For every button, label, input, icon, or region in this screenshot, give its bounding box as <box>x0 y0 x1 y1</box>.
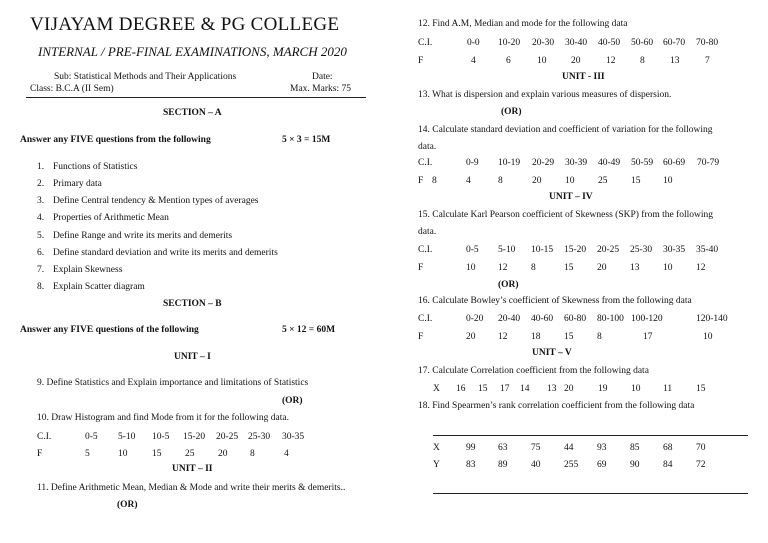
question-14: 14. Calculate standard deviation and coefficient of variation for the following <box>418 125 713 135</box>
table-top-rule <box>433 435 748 436</box>
question-text: Primary data <box>53 179 102 189</box>
question-number: 1. <box>37 162 45 172</box>
or-label: (OR) <box>117 500 138 510</box>
table-cell: 20-29 <box>532 158 555 168</box>
question-number: 3. <box>37 196 45 206</box>
table-cell: 12 <box>498 263 508 273</box>
table-cell: 75 <box>531 443 541 453</box>
class-line: Class: B.C.A (II Sem) <box>30 84 114 94</box>
table-cell: 15 <box>631 176 641 186</box>
table-cell: 10-19 <box>498 158 521 168</box>
table-cell: 20 <box>532 176 542 186</box>
table-cell: 40-50 <box>598 38 621 48</box>
table-label: C.I. <box>37 432 52 442</box>
table-cell: 93 <box>597 443 607 453</box>
table-label: Y <box>433 460 440 470</box>
or-label: (OR) <box>501 107 522 117</box>
table-cell: 10 <box>663 176 673 186</box>
table-cell: 8 <box>250 449 255 459</box>
table-cell: 10 <box>565 176 575 186</box>
table-cell: 8 <box>432 176 437 186</box>
table-label: F <box>418 56 424 66</box>
table-cell: 0-5 <box>85 432 98 442</box>
table-cell: 20-25 <box>597 245 620 255</box>
question-text: Explain Skewness <box>53 265 123 275</box>
table-cell: 17 <box>500 384 510 394</box>
table-cell: 69 <box>597 460 607 470</box>
table-cell: 12 <box>606 56 616 66</box>
table-cell: 8 <box>531 263 536 273</box>
question-15: 15. Calculate Karl Pearson coefficient of Skewness (SKP) from the following <box>418 210 714 220</box>
table-cell: 11 <box>663 384 673 394</box>
question-text: Explain Scatter diagram <box>53 282 145 292</box>
table-cell: 70-79 <box>697 158 720 168</box>
table-cell: 60-80 <box>564 314 587 324</box>
table-cell: 10-15 <box>531 245 554 255</box>
table-cell: 4 <box>471 56 476 66</box>
question-13: 13. What is dispersion and explain various measures of dispersion. <box>418 90 672 100</box>
table-label: C.I. <box>418 245 433 255</box>
table-cell: 40-49 <box>598 158 621 168</box>
table-cell: 10 <box>118 449 128 459</box>
table-cell: 19 <box>598 384 608 394</box>
table-cell: 10 <box>631 384 641 394</box>
table-cell: 20-30 <box>532 38 555 48</box>
table-cell: 8 <box>640 56 645 66</box>
table-cell: 85 <box>630 443 640 453</box>
table-label: F <box>418 263 424 273</box>
unit-heading: UNIT – II <box>172 464 213 474</box>
section-a-title: SECTION – A <box>163 108 222 118</box>
table-cell: 10 <box>537 56 547 66</box>
table-label: C.I. <box>418 158 433 168</box>
question-number: 8. <box>37 282 45 292</box>
unit-heading: UNIT – IV <box>549 192 593 202</box>
table-cell: 50-60 <box>631 38 654 48</box>
question-16: 16. Calculate Bowley’s coefficient of Skewness from the following data <box>418 296 692 306</box>
subject-line: Sub: Statistical Methods and Their Applications <box>54 72 237 82</box>
section-b-marks: 5 × 12 = 60M <box>282 325 336 335</box>
question-11: 11. Define Arithmetic Mean, Median & Mode and write their merits & demerits.. <box>37 483 346 493</box>
table-cell: 25-30 <box>248 432 271 442</box>
table-cell: 4 <box>466 176 471 186</box>
table-cell: 14 <box>520 384 530 394</box>
table-cell: 15 <box>152 449 162 459</box>
table-cell: 10-20 <box>498 38 521 48</box>
question-number: 2. <box>37 179 45 189</box>
table-cell: 30-40 <box>565 38 588 48</box>
table-cell: 99 <box>466 443 476 453</box>
table-cell: 16 <box>456 384 466 394</box>
exam-title: INTERNAL / PRE-FINAL EXAMINATIONS, MARCH 2020 <box>38 44 347 59</box>
table-cell: 120-140 <box>696 314 728 324</box>
table-cell: 68 <box>663 443 673 453</box>
table-cell: 0-9 <box>466 158 479 168</box>
table-cell: 70-80 <box>696 38 719 48</box>
table-cell: 20 <box>597 263 607 273</box>
table-cell: 15 <box>478 384 488 394</box>
table-cell: 30-39 <box>565 158 588 168</box>
table-cell: 10 <box>703 332 713 342</box>
table-cell: 70 <box>696 443 706 453</box>
question-18: 18. Find Spearmen’s rank correlation coefficient from the following data <box>418 401 695 411</box>
section-a-instruction: Answer any FIVE questions from the following <box>20 135 211 145</box>
table-cell: 15-20 <box>564 245 587 255</box>
table-cell: 17 <box>643 332 653 342</box>
table-cell: 80-100 <box>597 314 624 324</box>
table-cell: 20 <box>466 332 476 342</box>
table-cell: 40-60 <box>531 314 554 324</box>
unit-heading: UNIT – V <box>532 348 572 358</box>
table-cell: 60-69 <box>663 158 686 168</box>
table-cell: 83 <box>466 460 476 470</box>
question-15-cont: data. <box>418 227 437 237</box>
table-cell: 25 <box>598 176 608 186</box>
table-cell: 12 <box>696 263 706 273</box>
table-cell: 20-40 <box>498 314 521 324</box>
table-cell: 50-59 <box>631 158 654 168</box>
table-cell: 25-30 <box>630 245 653 255</box>
table-cell: 20 <box>564 384 574 394</box>
table-label: F <box>418 332 424 342</box>
table-cell: 20 <box>571 56 581 66</box>
table-cell: 35-40 <box>696 245 719 255</box>
table-cell: 89 <box>498 460 508 470</box>
table-cell: 8 <box>597 332 602 342</box>
table-cell: 10 <box>663 263 673 273</box>
max-marks: Max. Marks: 75 <box>290 84 351 94</box>
table-cell: 12 <box>498 332 508 342</box>
question-17: 17. Calculate Correlation coefficient from the following data <box>418 366 649 376</box>
table-cell: 15 <box>696 384 706 394</box>
question-12: 12. Find A.M, Median and mode for the following data <box>418 19 628 29</box>
table-cell: 0-5 <box>466 245 479 255</box>
unit-heading: UNIT - III <box>562 72 605 82</box>
question-number: 7. <box>37 265 45 275</box>
table-cell: 60-70 <box>663 38 686 48</box>
question-text: Functions of Statistics <box>53 162 138 172</box>
table-cell: 13 <box>547 384 557 394</box>
table-label: X <box>433 384 440 394</box>
question-text: Properties of Arithmetic Mean <box>53 213 169 223</box>
unit-heading: UNIT – I <box>174 352 211 362</box>
table-cell: 30-35 <box>282 432 305 442</box>
question-9: 9. Define Statistics and Explain importance and limitations of Statistics <box>37 378 309 388</box>
table-cell: 13 <box>670 56 680 66</box>
table-cell: 5-10 <box>118 432 136 442</box>
table-cell: 90 <box>630 460 640 470</box>
table-cell: 30-35 <box>663 245 686 255</box>
table-cell: 15 <box>564 263 574 273</box>
table-label: X <box>433 443 440 453</box>
table-label: F <box>37 449 43 459</box>
table-cell: 0-0 <box>467 38 480 48</box>
table-cell: 44 <box>564 443 574 453</box>
table-cell: 13 <box>630 263 640 273</box>
table-cell: 84 <box>663 460 673 470</box>
question-10: 10. Draw Histogram and find Mode from it for the following data. <box>37 413 289 423</box>
table-label: C.I. <box>418 314 433 324</box>
date-label: Date: <box>312 72 333 82</box>
question-number: 6. <box>37 248 45 258</box>
question-number: 5. <box>37 231 45 241</box>
header-divider <box>26 97 366 98</box>
table-label: F <box>418 176 424 186</box>
question-text: Define Central tendency & Mention types of averages <box>53 196 259 206</box>
question-number: 4. <box>37 213 45 223</box>
section-b-instruction: Answer any FIVE questions of the following <box>20 325 199 335</box>
table-cell: 0-20 <box>466 314 484 324</box>
table-cell: 25 <box>185 449 195 459</box>
table-cell: 63 <box>498 443 508 453</box>
table-cell: 18 <box>531 332 541 342</box>
table-cell: 72 <box>696 460 706 470</box>
table-cell: 5-10 <box>498 245 516 255</box>
table-cell: 6 <box>506 56 511 66</box>
college-title: VIJAYAM DEGREE & PG COLLEGE <box>30 14 340 35</box>
table-cell: 15-20 <box>183 432 206 442</box>
table-cell: 8 <box>498 176 503 186</box>
table-cell: 7 <box>705 56 710 66</box>
or-label: (OR) <box>498 280 519 290</box>
table-cell: 100-120 <box>631 314 663 324</box>
table-cell: 10-5 <box>152 432 170 442</box>
table-cell: 4 <box>284 449 289 459</box>
table-cell: 255 <box>564 460 579 470</box>
table-cell: 5 <box>85 449 90 459</box>
question-text: Define standard deviation and write its merits and demerits <box>53 248 278 258</box>
table-cell: 15 <box>564 332 574 342</box>
question-14-cont: data. <box>418 142 437 152</box>
table-bottom-rule <box>433 493 748 494</box>
table-label: C.I. <box>418 38 433 48</box>
section-b-title: SECTION – B <box>163 299 222 309</box>
section-a-marks: 5 × 3 = 15M <box>282 135 331 145</box>
question-text: Define Range and write its merits and demerits <box>53 231 233 241</box>
table-cell: 10 <box>466 263 476 273</box>
table-cell: 20-25 <box>216 432 239 442</box>
table-cell: 20 <box>218 449 228 459</box>
or-label: (OR) <box>282 396 303 406</box>
table-cell: 40 <box>531 460 541 470</box>
